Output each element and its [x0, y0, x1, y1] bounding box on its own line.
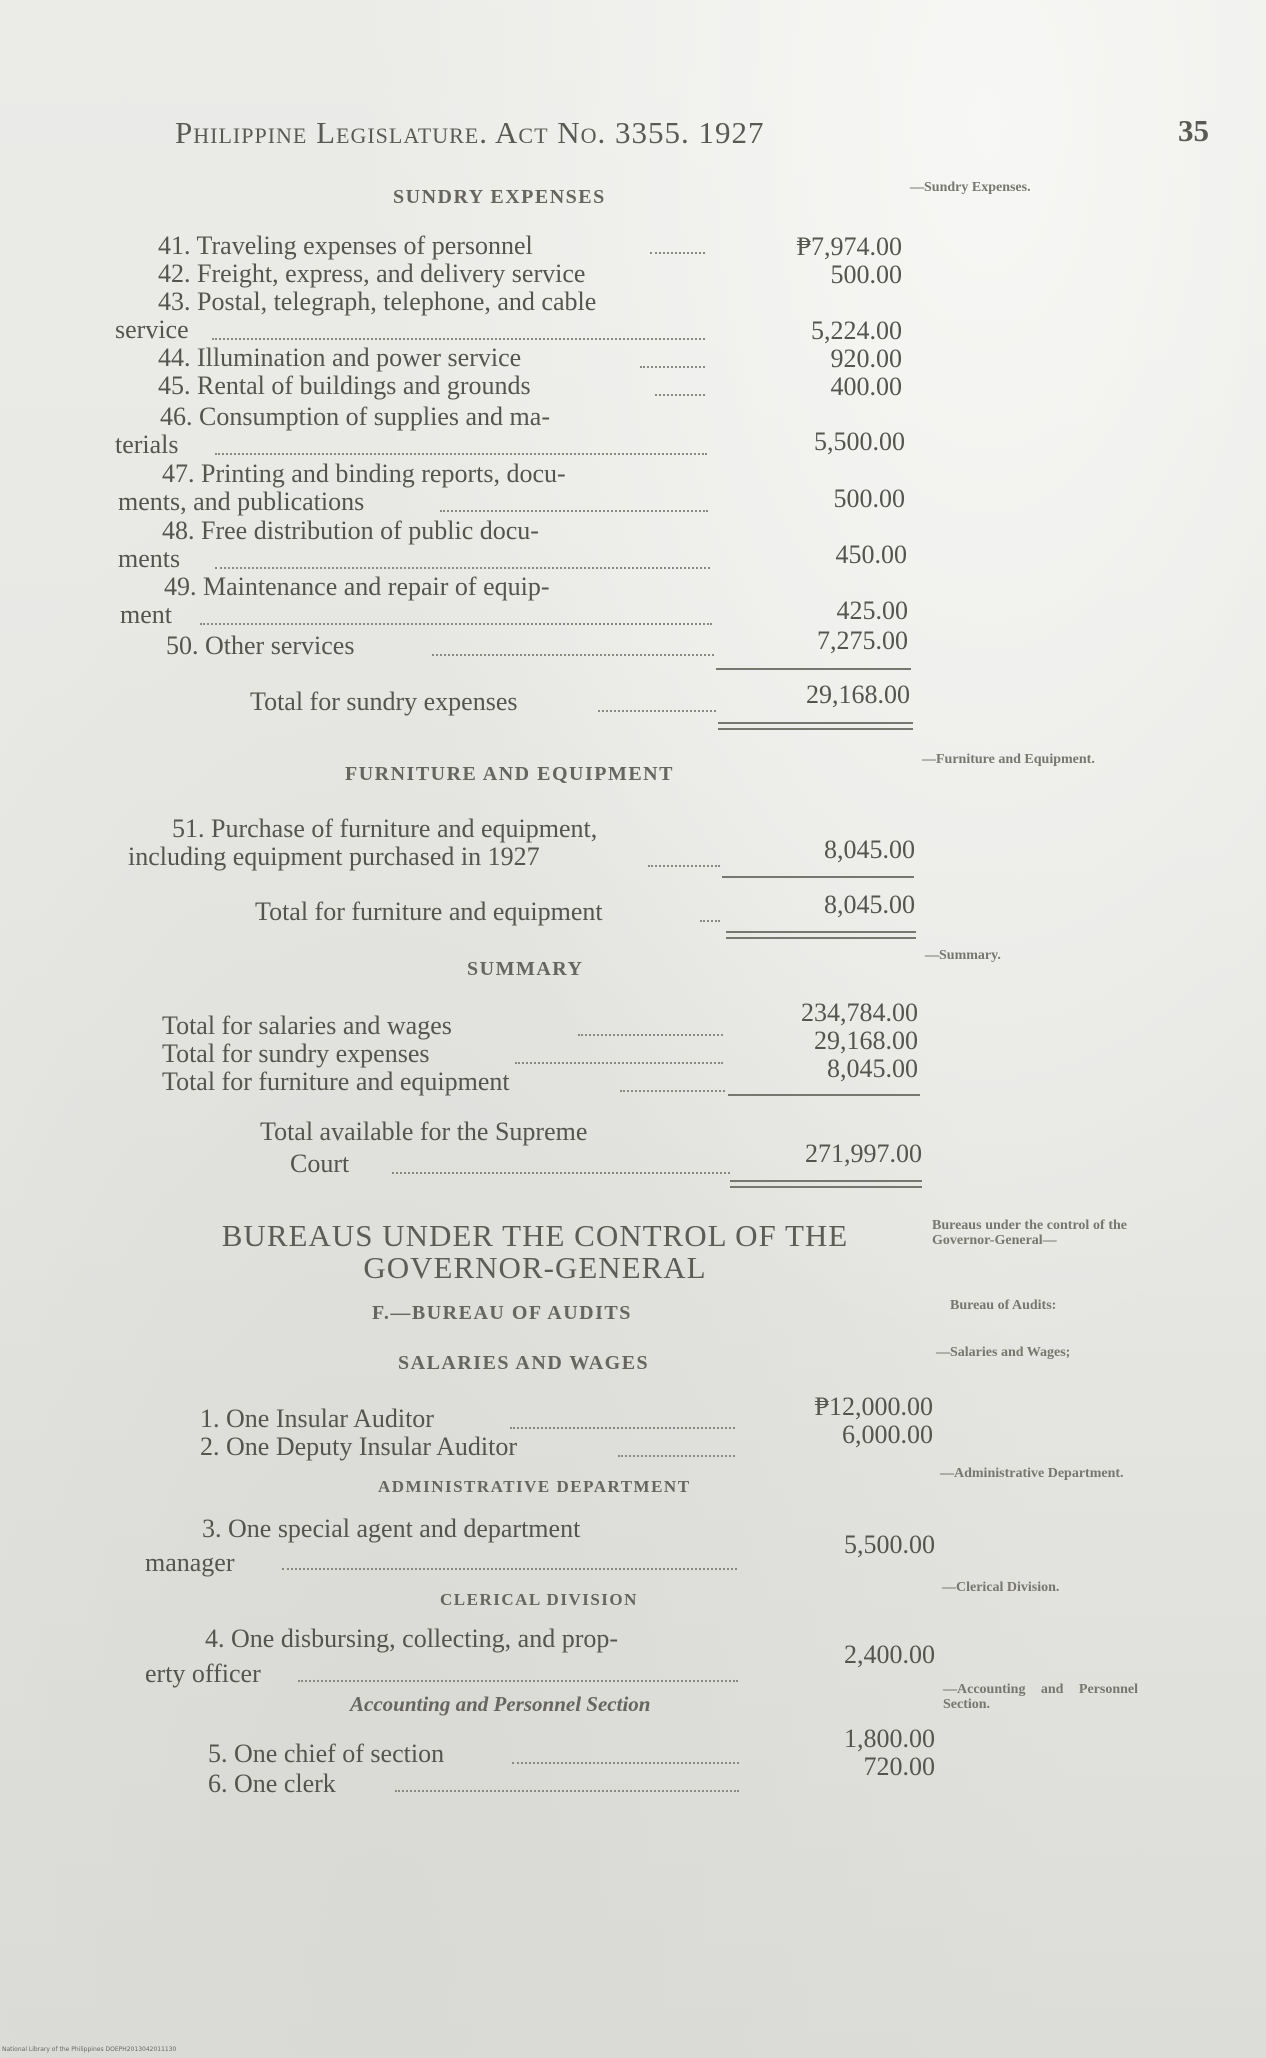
scan-source-footer: National Library of the Philippines DOEPH2013042011130 — [2, 2046, 177, 2053]
summary-grand-label: Total available for the Supreme — [260, 1117, 588, 1146]
furniture-total-label: Total for furniture and equipment — [255, 897, 603, 926]
audits-margin-note: Bureau of Audits: — [950, 1298, 1057, 1313]
page-number: 35 — [1178, 113, 1209, 148]
accounting-amount-5: 1,800.00 — [844, 1724, 935, 1753]
sundry-item-41: 41. Traveling expenses of personnel — [158, 231, 533, 260]
audits-amount-1: ₱12,000.00 — [814, 1392, 933, 1421]
furniture-item-51: 51. Purchase of furniture and equipment, — [172, 814, 598, 843]
bureaus-heading-cont: GOVERNOR-GENERAL — [363, 1250, 707, 1285]
sundry-amount-46: 5,500.00 — [814, 427, 905, 456]
sundry-item-46-cont: terials — [115, 430, 179, 459]
clerical-item-4: 4. One disbursing, collecting, and prop- — [205, 1624, 619, 1653]
sundry-item-47: 47. Printing and binding reports, docu- — [162, 459, 566, 488]
bureaus-margin-note: Bureaus under the control of the Governor-General— — [932, 1218, 1127, 1248]
accounting-item-6: 6. One clerk — [208, 1769, 336, 1798]
sundry-margin-note: —Sundry Expenses. — [910, 180, 1031, 195]
furniture-margin-note: —Furniture and Equipment. — [922, 752, 1095, 767]
sundry-amount-49: 425.00 — [836, 596, 908, 625]
audits-item-1: 1. One Insular Auditor — [200, 1404, 434, 1433]
admin-item-3-cont: manager — [145, 1548, 235, 1577]
sundry-item-49: 49. Maintenance and repair of equip- — [164, 572, 550, 601]
clerical-margin-note: —Clerical Division. — [942, 1580, 1060, 1595]
summary-sundry-label: Total for sundry expenses — [162, 1039, 430, 1068]
sundry-item-43: 43. Postal, telegraph, telephone, and cable — [158, 287, 597, 316]
summary-grand-total: 271,997.00 — [805, 1139, 922, 1168]
summary-salaries-label: Total for salaries and wages — [162, 1011, 452, 1040]
furniture-item-51-cont: including equipment purchased in 1927 — [128, 842, 540, 871]
sundry-amount-48: 450.00 — [835, 540, 907, 569]
admin-item-3: 3. One special agent and department — [202, 1514, 581, 1543]
sundry-amount-45: 400.00 — [830, 372, 902, 401]
sundry-item-50: 50. Other services — [166, 631, 355, 660]
clerical-item-4-cont: erty officer — [145, 1659, 261, 1688]
sundry-item-44: 44. Illumination and power service — [158, 343, 522, 372]
summary-sundry-amount: 29,168.00 — [814, 1026, 918, 1055]
sundry-item-43-cont: service — [115, 315, 189, 344]
summary-furniture-amount: 8,045.00 — [827, 1054, 918, 1083]
sundry-item-42: 42. Freight, express, and delivery service — [158, 259, 586, 288]
salaries-margin-note: —Salaries and Wages; — [936, 1345, 1071, 1360]
accounting-margin-note: —Accounting and Personnel Section. — [943, 1682, 1138, 1712]
audits-amount-2: 6,000.00 — [842, 1420, 933, 1449]
sundry-amount-42: 500.00 — [830, 260, 902, 289]
audits-heading: F.—BUREAU OF AUDITS — [372, 1302, 632, 1324]
bureaus-heading: BUREAUS UNDER THE CONTROL OF THE — [221, 1218, 849, 1253]
furniture-item-amount: 8,045.00 — [824, 835, 915, 864]
sundry-item-48: 48. Free distribution of public docu- — [162, 516, 539, 545]
sundry-item-46: 46. Consumption of supplies and ma- — [160, 402, 550, 431]
accounting-item-5: 5. One chief of section — [208, 1739, 445, 1768]
sundry-item-47-cont: ments, and publications — [118, 487, 365, 516]
clerical-heading: CLERICAL DIVISION — [440, 1590, 638, 1609]
summary-grand-label-cont: Court — [290, 1149, 350, 1178]
summary-heading: SUMMARY — [467, 958, 584, 980]
summary-furniture-label: Total for furniture and equipment — [162, 1067, 510, 1096]
furniture-total-amount: 8,045.00 — [824, 890, 915, 919]
admin-margin-note: —Administrative Department. — [940, 1466, 1124, 1481]
summary-total-rule — [728, 1094, 920, 1096]
accounting-amount-6: 720.00 — [863, 1752, 935, 1781]
audits-item-2: 2. One Deputy Insular Auditor — [200, 1432, 518, 1461]
sundry-item-45: 45. Rental of buildings and grounds — [158, 371, 531, 400]
accounting-heading: Accounting and Personnel Section — [350, 1692, 651, 1716]
sundry-item-48-cont: ments — [118, 544, 181, 573]
sundry-amount-47: 500.00 — [833, 484, 905, 513]
admin-heading: ADMINISTRATIVE DEPARTMENT — [378, 1477, 691, 1496]
summary-double-rule — [730, 1180, 922, 1188]
furniture-heading: FURNITURE AND EQUIPMENT — [345, 763, 674, 785]
sundry-total-rule — [716, 668, 911, 670]
sundry-amount-41: ₱7,974.00 — [796, 232, 902, 261]
running-title: Philippine Legislature. Act No. 3355. 1927 — [175, 115, 765, 150]
salaries-heading: SALARIES AND WAGES — [398, 1352, 650, 1374]
sundry-amount-44: 920.00 — [830, 344, 902, 373]
clerical-amount-4: 2,400.00 — [844, 1640, 935, 1669]
sundry-amount-43: 5,224.00 — [811, 316, 902, 345]
sundry-amount-50: 7,275.00 — [817, 626, 908, 655]
sundry-double-rule — [718, 722, 913, 730]
sundry-total-amount: 29,168.00 — [806, 680, 910, 709]
sundry-total-label: Total for sundry expenses — [250, 687, 518, 716]
furniture-double-rule — [726, 931, 916, 939]
sundry-item-49-cont: ment — [120, 600, 172, 629]
summary-margin-note: —Summary. — [925, 948, 1001, 963]
summary-salaries-amount: 234,784.00 — [801, 998, 918, 1027]
furniture-total-rule — [722, 876, 914, 878]
sundry-expenses-heading: SUNDRY EXPENSES — [393, 186, 606, 208]
admin-amount-3: 5,500.00 — [844, 1530, 935, 1559]
